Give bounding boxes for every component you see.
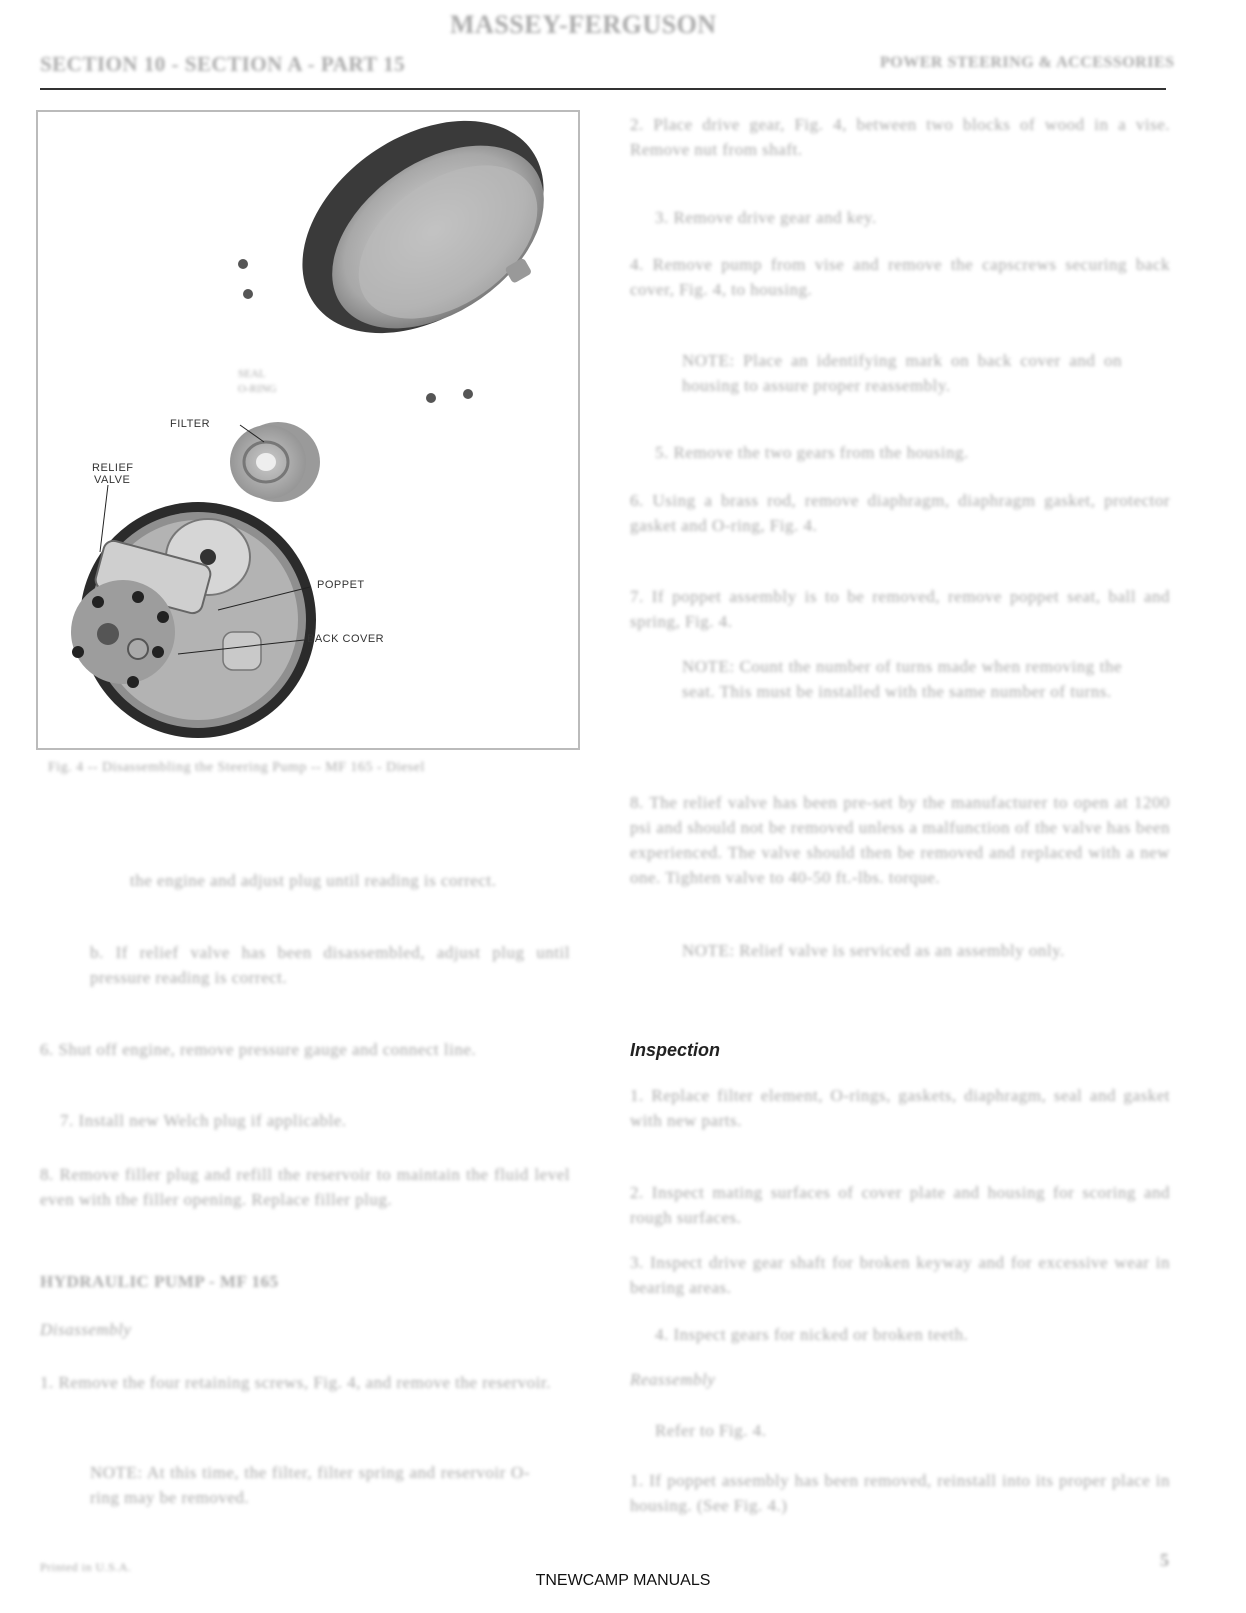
right-para-4: 4. Remove pump from vise and remove the capscrews securing back cover, Fig. 4, to housing. xyxy=(630,255,1170,299)
right-note-2: NOTE: Count the number of turns made when removing the seat. This must be installed with the same number of turns. xyxy=(682,657,1122,701)
svg-text:SEAL: SEAL xyxy=(238,368,266,380)
right-insp-2: 2. Inspect mating surfaces of cover plate and housing for scoring and rough surfaces. xyxy=(630,1183,1170,1227)
left-heading-disassembly: Disassembly xyxy=(40,1320,132,1339)
left-para-7: 7. Install new Welch plug if applicable. xyxy=(60,1111,347,1130)
relief-valve-label-2: VALVE xyxy=(94,474,131,486)
right-note-1: NOTE: Place an identifying mark on back cover and on housing to assure proper reassembly. xyxy=(682,351,1122,395)
right-para-7: 7. If poppet assembly is to be removed, remove poppet seat, ball and spring, Fig. 4. xyxy=(630,587,1170,631)
back-cover xyxy=(71,580,175,684)
left-para-1: 1. Remove the four retaining screws, Fig. 4, and remove the reservoir. xyxy=(40,1373,551,1392)
left-para-8: 8. Remove filler plug and refill the reservoir to maintain the fluid level even with the filler opening. Replace filler plug. xyxy=(40,1165,570,1209)
right-heading-reassembly: Reassembly xyxy=(630,1370,716,1389)
right-reasm-ref: Refer to Fig. 4. xyxy=(655,1421,767,1440)
header-section: SECTION 10 - SECTION A - PART 15 xyxy=(40,52,406,76)
right-para-2: 2. Place drive gear, Fig. 4, between two blocks of wood in a vise. Remove nut from shaft. xyxy=(630,115,1170,159)
footer-page-number: 5 xyxy=(1160,1550,1170,1570)
right-para-5: 5. Remove the two gears from the housing. xyxy=(655,443,969,462)
filter-label: FILTER xyxy=(170,418,211,430)
figure-frame xyxy=(36,110,580,750)
right-insp-4: 4. Inspect gears for nicked or broken teeth. xyxy=(655,1325,969,1344)
screw xyxy=(426,393,436,403)
right-para-6: 6. Using a brass rod, remove diaphragm, diaphragm gasket, protector gasket and O-ring, Fig. 4. xyxy=(630,491,1170,535)
screw xyxy=(463,389,473,399)
heading-inspection: Inspection xyxy=(630,1040,721,1060)
right-reasm-1: 1. If poppet assembly has been removed, reinstall into its proper place in housing. (See Fig. 4.) xyxy=(630,1471,1170,1515)
right-insp-3: 3. Inspect drive gear shaft for broken keyway and for excessive wear in bearing areas. xyxy=(630,1253,1170,1297)
figure-caption: Fig. 4 -- Disassembling the Steering Pump -- MF 165 - Diesel xyxy=(48,760,425,775)
left-para-6: 6. Shut off engine, remove pressure gauge and connect line. xyxy=(40,1040,477,1059)
back-cover-label: BACK COVER xyxy=(307,633,385,645)
header-brand: MASSEY-FERGUSON xyxy=(450,10,717,39)
right-insp-1: 1. Replace filter element, O-rings, gaskets, diaphragm, seal and gasket with new parts. xyxy=(630,1086,1170,1130)
header-rule xyxy=(40,88,1166,90)
right-note-3: NOTE: Relief valve is serviced as an assembly only. xyxy=(682,941,1065,960)
left-note: NOTE: At this time, the filter, filter spring and reservoir O-ring may be removed. xyxy=(90,1463,530,1507)
svg-text:O-RING: O-RING xyxy=(238,383,277,395)
pump-illustration xyxy=(38,112,578,748)
footer-printed: Printed in U.S.A. xyxy=(40,1560,132,1574)
right-para-3: 3. Remove drive gear and key. xyxy=(655,208,877,227)
screw xyxy=(238,259,248,269)
relief-valve-label-1: RELIEF xyxy=(92,462,134,474)
left-para-b: b. If relief valve has been disassembled, adjust plug until pressure reading is correct. xyxy=(90,943,570,987)
right-para-8: 8. The relief valve has been pre-set by the manufacturer to open at 1200 psi and should not be removed unless a malfunction of the valve has been experienced. The valve should then be removed and replaced with a new one. Tighten valve to 40-50 ft.-lbs. torque. xyxy=(630,793,1170,887)
left-para-a-cont: the engine and adjust plug until reading is correct. xyxy=(130,871,497,890)
footer-credit: TNEWCAMP MANUALS xyxy=(535,1572,711,1589)
screw xyxy=(243,289,253,299)
left-heading-pump: HYDRAULIC PUMP - MF 165 xyxy=(40,1272,279,1291)
poppet-label: POPPET xyxy=(317,579,365,591)
relief-valve-leader xyxy=(100,485,108,552)
header-right: POWER STEERING & ACCESSORIES xyxy=(880,54,1175,71)
